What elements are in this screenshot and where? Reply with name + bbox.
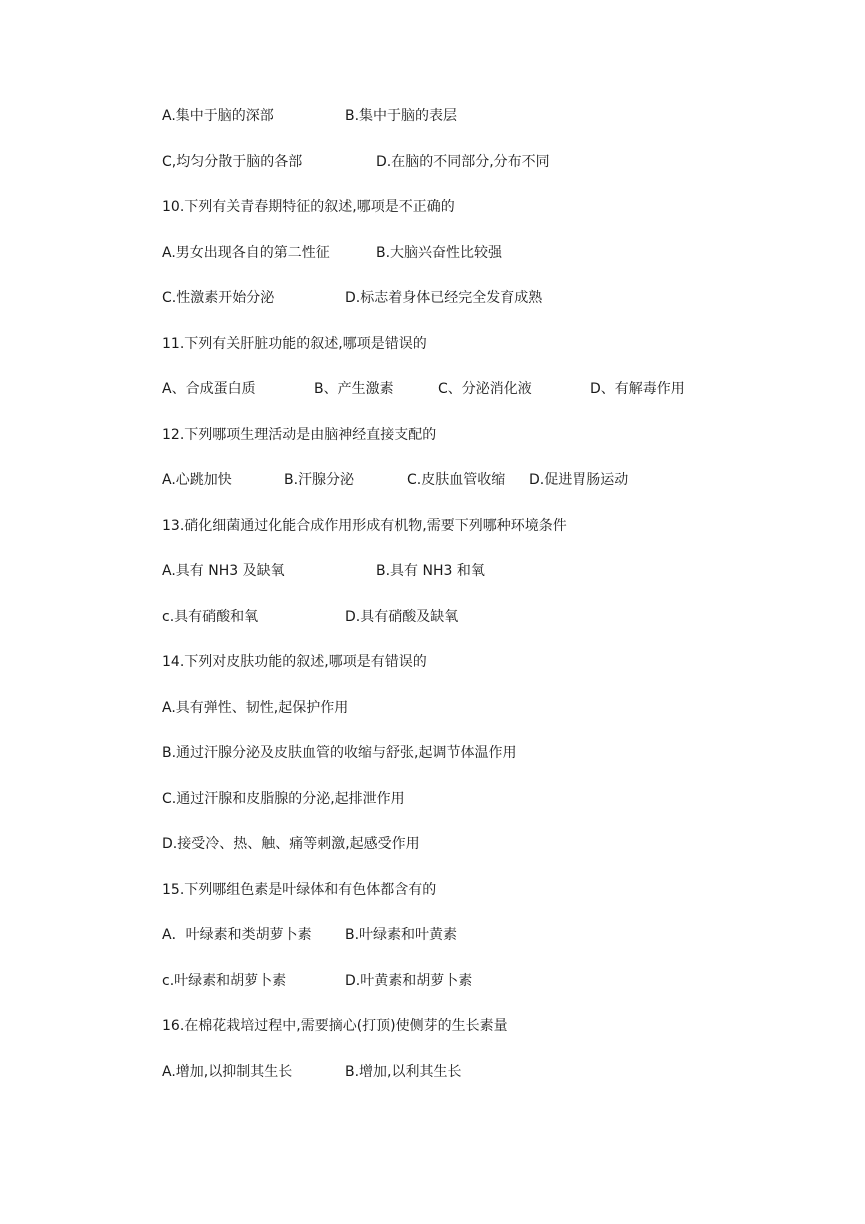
option-d: D、有解毒作用 (590, 381, 685, 397)
question-10-stem: 10.下列有关青春期特征的叙述,哪项是不正确的 (162, 199, 455, 215)
q14-option-d: D.接受冷、热、触、痛等刺激,起感受作用 (162, 836, 420, 852)
option-b: B.大脑兴奋性比较强 (376, 245, 503, 261)
option-b: B.增加,以利其生长 (345, 1064, 462, 1080)
question-13-stem: 13.硝化细菌通过化能合成作用形成有机物,需要下列哪种环境条件 (162, 518, 567, 534)
option-a: A.增加,以抑制其生长 (162, 1064, 293, 1080)
option-d: D.促进胃肠运动 (529, 472, 629, 488)
option-a: A、合成蛋白质 (162, 381, 256, 397)
option-d: D.叶黄素和胡萝卜素 (345, 973, 473, 989)
question-12-stem: 12.下列哪项生理活动是由脑神经直接支配的 (162, 427, 437, 443)
option-a: A．叶绿素和类胡萝卜素 (162, 927, 312, 943)
q14-option-b: B.通过汗腺分泌及皮肤血管的收缩与舒张,起调节体温作用 (162, 745, 517, 761)
q14-option-c: C.通过汗腺和皮脂腺的分泌,起排泄作用 (162, 791, 405, 807)
option-c: C.皮肤血管收缩 (407, 472, 506, 488)
option-c: c.叶绿素和胡萝卜素 (162, 973, 287, 989)
option-c: C.性激素开始分泌 (162, 290, 275, 306)
question-14-stem: 14.下列对皮肤功能的叙述,哪项是有错误的 (162, 654, 427, 670)
option-b: B.汗腺分泌 (284, 472, 355, 488)
option-c: c.具有硝酸和氧 (162, 609, 259, 625)
q14-option-a: A.具有弹性、韧性,起保护作用 (162, 700, 349, 716)
option-d: D.具有硝酸及缺氧 (345, 609, 459, 625)
option-a: A.集中于脑的深部 (162, 108, 274, 124)
question-16-stem: 16.在棉花栽培过程中,需要摘心(打顶)使侧芽的生长素量 (162, 1018, 508, 1034)
question-15-stem: 15.下列哪组色素是叶绿体和有色体都含有的 (162, 882, 437, 898)
option-d: D.在脑的不同部分,分布不同 (376, 154, 550, 170)
option-b: B、产生激素 (314, 381, 394, 397)
option-b: B.叶绿素和叶黄素 (345, 927, 458, 943)
option-a: A.心跳加快 (162, 472, 232, 488)
option-b: B.集中于脑的表层 (345, 108, 458, 124)
option-a: A.具有 NH3 及缺氧 (162, 563, 285, 579)
question-11-stem: 11.下列有关肝脏功能的叙述,哪项是错误的 (162, 336, 427, 352)
option-b: B.具有 NH3 和氧 (376, 563, 485, 579)
option-a: A.男女出现各自的第二性征 (162, 245, 330, 261)
option-d: D.标志着身体已经完全发育成熟 (345, 290, 543, 306)
option-c: C、分泌消化液 (438, 381, 532, 397)
option-c: C,均匀分散于脑的各部 (162, 154, 303, 170)
